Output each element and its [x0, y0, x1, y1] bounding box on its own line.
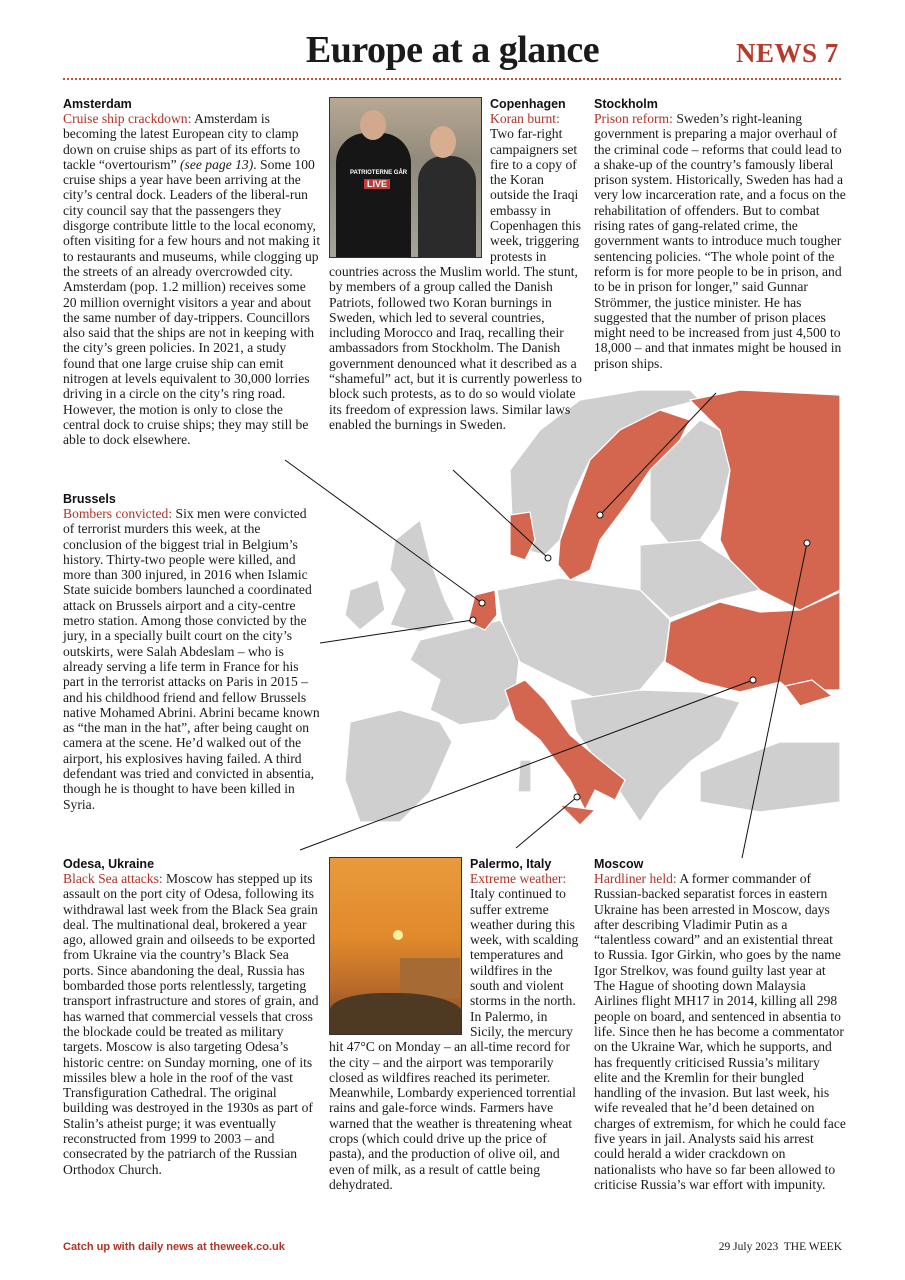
person-left — [336, 133, 411, 258]
article-kicker: Hardliner held: — [594, 871, 677, 886]
article-body — [63, 111, 321, 448]
page-title: Europe at a glance — [305, 29, 600, 71]
article-kicker: Extreme weather: — [470, 871, 567, 886]
map-france — [410, 620, 520, 725]
marker-stockholm — [597, 512, 603, 518]
map-turkey — [700, 742, 840, 812]
marker-odesa — [750, 677, 756, 683]
website-promo-link[interactable]: Catch up with daily news at theweek.co.uk — [63, 1241, 285, 1253]
marker-copenhagen — [545, 555, 551, 561]
map-denmark — [510, 512, 535, 560]
shirt-live-badge: LIVE — [364, 179, 390, 189]
article-body — [63, 871, 321, 1177]
article-moscow — [594, 857, 846, 1192]
house — [400, 958, 460, 998]
article-body — [594, 871, 846, 1192]
section-label: NEWS 7 — [736, 38, 839, 68]
article-heading: Odesa, Ukraine — [63, 857, 155, 871]
page-reference: (see page 13) — [180, 156, 254, 172]
shirt-text: PATRIOTERNE GÅR — [350, 170, 408, 176]
article-heading: Amsterdam — [63, 97, 132, 111]
map-sicily — [560, 805, 595, 825]
article-kicker: Bombers convicted: — [63, 506, 173, 521]
header-divider — [63, 78, 841, 80]
marker-palermo — [574, 794, 580, 800]
copenhagen-photo — [329, 97, 482, 258]
leader-palermo — [516, 797, 577, 848]
issue-date: 29 July 2023 — [718, 1241, 779, 1253]
face-left — [360, 110, 386, 140]
article-brussels — [63, 492, 321, 812]
body-text: Two far-right campaigners set fire to a copy of the Koran outside the Iraqi embassy in Copenhagen this week, triggering protests in countries across the Muslim world. The stunt, by members of a group called the Danish Patriots, followed two Koran burnings in Sweden, which led to several countries, including Morocco and Iraq, recalling their ambassadors from Stockholm. The Danish government denounced what it described as a “shameful” act, but it is currently powerless to block such protests, as to do so would violate its freedom of expression laws. Similar laws enabled the burnings in Sweden. — [329, 126, 582, 432]
article-kicker: Prison reform: — [594, 111, 673, 126]
marker-brussels — [470, 617, 476, 623]
body-text: Italy continued to suffer extreme weather during this week, with scalding temperatures and wildfires in the south and violent storms in the north. In Palermo, in Sicily, the mercury hit 47°C on Monday – an all-time record for the city – and the airport was temporarily closed as wildfires reached its perimeter. Meanwhile, Lombardy experienced torrential rains and gale-force winds. Farmers have warned that the weather is threatening wheat crops (which could drive up the price of pasta), and the production of olive oil, and even of milk, as a result of cattle being dehydrated. — [329, 886, 579, 1192]
article-body — [594, 111, 846, 371]
article-heading: Moscow — [594, 857, 644, 871]
face-right — [430, 126, 456, 158]
article-stockholm — [594, 97, 846, 371]
article-copenhagen — [329, 97, 583, 432]
article-kicker: Cruise ship crackdown: — [63, 111, 192, 126]
article-amsterdam — [63, 97, 321, 448]
article-body — [63, 506, 321, 812]
marker-amsterdam — [479, 600, 485, 606]
article-kicker: Koran burnt: — [490, 111, 560, 126]
article-heading: Brussels — [63, 492, 116, 506]
article-kicker: Black Sea attacks: — [63, 871, 163, 886]
map-sardinia — [518, 760, 531, 792]
map-ireland — [345, 580, 385, 630]
article-odesa — [63, 857, 321, 1177]
publication-name: THE WEEK — [783, 1241, 842, 1253]
body-text: . Some 100 cruise ships a year have been arriving at the city’s central dock. Leaders of the liberal-run city council say that the passengers they disgorge contribute little to the local economy, often visiting for a few hours and not making it to restaurants and museums, while clogging up the streets of an already overcrowded city. Amsterdam (pop. 1.2 million) receives some 20 million overnight visitors a year and about the same number of day-trippers. Councillors also said that the ships are not in keeping with the city’s green policies. In 2021, a study found that one large cruise ship can emit nitrogen at levels equivalent to 30,000 lorries driving in a circle on the city’s ring road. However, the motion is only to close the central dock to cruise ships; they may still be able to dock elsewhere. — [63, 156, 321, 448]
map-iberia — [345, 710, 452, 822]
body-text: Amsterdam is becoming the latest European city to clamp down on cruise ships as part of its efforts to tackle “overtourism” — [63, 111, 301, 172]
issue-info — [719, 1241, 842, 1253]
person-right — [418, 156, 476, 258]
wildfire-photo — [329, 857, 462, 1035]
sun — [393, 930, 403, 940]
body-text: A former commander of Russian-backed separatist forces in eastern Ukraine has been arrested in Moscow, days after describing Vladimir Putin as a “talentless coward” and an existential threat to Russia. Igor Girkin, who goes by the name Igor Strelkov, was found guilty last year at The Hague of shooting down Malaysia Airlines flight MH17 in 2014, killing all 298 people on board, and sentenced in absentia to life. Since then he has become a commentator on the Ukraine War, which he supports, and has frequently criticised Russia’s military elite and the Kremlin for their bungled handling of the invasion. But last week, his wife revealed that he’d been detained on charges of extremism, for which he could face five years in jail. Analysts said his arrest could herald a wider crackdown on nationalists who have so far been allowed to criticise Russia’s war effort with impunity. — [594, 871, 846, 1192]
article-heading: Copenhagen — [490, 97, 566, 111]
body-text: Six men were convicted of terrorist murders this week, at the conclusion of the biggest trial in Belgium’s history. Thirty-two people were killed, and more than 300 injured, in 2016 when Islamic State suicide bombers launched a coordinated attack on Brussels airport and a city-centre metro station. Among those convicted by the jury, in a specially built court on the city’s outskirts, were Salah Abdeslam – who is already serving a life term in France for his part in the terrorist attacks on Paris in 2015 – and his childhood friend and fellow Brussels native Mohamed Abrini. Abrini became known as “the man in the hat”, after being caught on camera at the scene. He’d walked out of the airport, his explosives having failed. A third defendant was tried and convicted in absentia, though he is thought to have been killed in Syria. — [63, 506, 320, 812]
trees — [330, 993, 462, 1035]
body-text: Sweden’s right-leaning government is preparing a major overhaul of the criminal code – reforms that could lead to a shake-up of the country’s famously liberal prison system. Historically, Sweden has had a very low incarceration rate, and a focus on the rehabilitation of offenders. But to combat rising rates of gang-related crime, the government wants to introduce much tougher sentencing policies. “The whole point of the reform is for more people to be in prison, and to be in prison for longer,” said Gunnar Strömmer, the justice minister. He has suggested that the number of prison places might need to be increased from just 4,500 to 18,000 – and that inmates might be housed in prison ships. — [594, 111, 846, 371]
article-palermo — [329, 857, 583, 1192]
marker-moscow — [804, 540, 810, 546]
article-heading: Stockholm — [594, 97, 658, 111]
body-text: Moscow has stepped up its assault on the port city of Odesa, following its withdrawal last week from the Black Sea grain deal. The multinational deal, brokered a year ago, allowed grain and oilseeds to be exported from Ukraine via the country’s Black Sea ports. Since abandoning the deal, Russia has bombarded those ports relentlessly, targeting transport infrastructure and stores of grain, and has warned that commercial vessels that cross the blockade could be treated as military targets. Moscow is also targeting Odesa’s historic centre: on Sunday morning, one of its missiles blew a hole in the roof of the vast Transfiguration Cathedral. The original building was destroyed in the 1930s as part of Stalin’s atheist purge; it was eventually reconstructed from 1999 to 2003 – and consecrated by the patriarch of the Russian Orthodox Church. — [63, 871, 319, 1177]
article-heading: Palermo, Italy — [470, 857, 552, 871]
